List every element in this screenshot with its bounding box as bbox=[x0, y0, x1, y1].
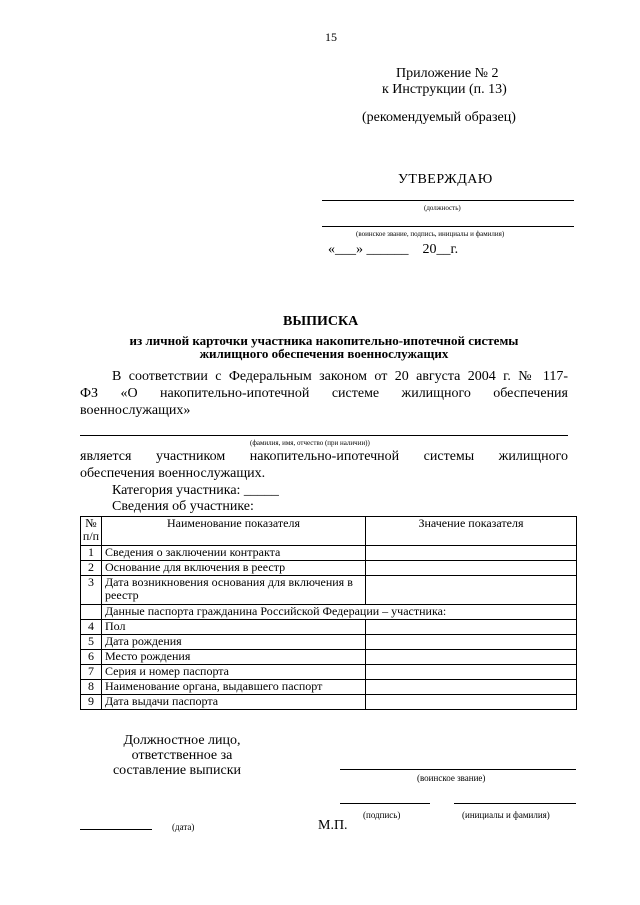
passport-section-header: Данные паспорта гражданина Российской Федерации – участника: bbox=[102, 605, 577, 620]
row-value bbox=[366, 546, 577, 561]
row-name: Дата выдачи паспорта bbox=[102, 695, 366, 710]
row-num: 4 bbox=[81, 620, 102, 635]
row-name: Основание для включения в реестр bbox=[102, 561, 366, 576]
rank-signature-line bbox=[322, 226, 574, 227]
participant-info-label: Сведения об участнике: bbox=[112, 499, 254, 514]
date-line bbox=[80, 829, 152, 830]
paragraph2-line2: обеспечения военнослужащих. bbox=[80, 466, 266, 481]
table-row bbox=[81, 665, 577, 680]
position-line bbox=[322, 200, 574, 201]
table-row bbox=[81, 635, 577, 650]
table-row bbox=[81, 561, 577, 576]
appendix-reference: к Инструкции (п. 13) bbox=[382, 82, 507, 97]
row-num: 5 bbox=[81, 635, 102, 650]
fullname-caption: (фамилия, имя, отчество (при наличии)) bbox=[250, 439, 370, 447]
paragraph1-line1: В соответствии с Федеральным законом от 20 августа 2004 г. № 117- bbox=[112, 369, 568, 384]
header-value: Значение показателя bbox=[366, 517, 577, 546]
approve-date: «___» ______ 20__г. bbox=[328, 242, 459, 257]
row-name: Пол bbox=[102, 620, 366, 635]
official-signature-line bbox=[340, 803, 430, 804]
paragraph1-line3: военнослужащих» bbox=[80, 403, 191, 418]
row-num: 6 bbox=[81, 650, 102, 665]
document-title: ВЫПИСКА bbox=[283, 314, 359, 329]
participant-category: Категория участника: _____ bbox=[112, 483, 279, 498]
paragraph1-line2: ФЗ «О накопительно-ипотечной системе жилищного обеспечения bbox=[80, 386, 568, 401]
row-value bbox=[366, 635, 577, 650]
row-value bbox=[366, 695, 577, 710]
table-row bbox=[81, 576, 577, 605]
page-number: 15 bbox=[325, 30, 337, 44]
header-name: Наименование показателя bbox=[102, 517, 366, 546]
table-row bbox=[81, 620, 577, 635]
participant-info-table bbox=[80, 516, 577, 710]
document-subtitle-line2: жилищного обеспечения военнослужащих bbox=[199, 346, 449, 361]
row-value bbox=[366, 680, 577, 695]
official-name-caption: (инициалы и фамилия) bbox=[462, 810, 550, 820]
row-value bbox=[366, 561, 577, 576]
official-line1: Должностное лицо, bbox=[123, 733, 241, 748]
row-num-empty bbox=[81, 605, 102, 620]
appendix-number: Приложение № 2 bbox=[396, 66, 499, 81]
official-line2: ответственное за bbox=[131, 748, 233, 763]
paragraph2-line1: является участником накопительно-ипотечной системы жилищного bbox=[80, 449, 568, 464]
row-value bbox=[366, 665, 577, 680]
official-rank-caption: (воинское звание) bbox=[417, 773, 486, 783]
row-num: 9 bbox=[81, 695, 102, 710]
header-num: № п/п bbox=[81, 517, 102, 546]
approve-title: УТВЕРЖДАЮ bbox=[398, 172, 493, 187]
row-value bbox=[366, 576, 577, 605]
passport-section-row bbox=[81, 605, 577, 620]
row-num: 2 bbox=[81, 561, 102, 576]
row-name: Место рождения bbox=[102, 650, 366, 665]
row-name: Сведения о заключении контракта bbox=[102, 546, 366, 561]
row-value bbox=[366, 620, 577, 635]
row-num: 7 bbox=[81, 665, 102, 680]
row-value bbox=[366, 650, 577, 665]
official-rank-line bbox=[340, 769, 576, 770]
table-row bbox=[81, 650, 577, 665]
row-name: Серия и номер паспорта bbox=[102, 665, 366, 680]
row-name: Дата возникновения основания для включения в реестр bbox=[102, 576, 366, 605]
table-row bbox=[81, 695, 577, 710]
row-num: 1 bbox=[81, 546, 102, 561]
stamp-place: М.П. bbox=[318, 818, 348, 833]
official-signature-caption: (подпись) bbox=[363, 810, 401, 820]
row-name: Дата рождения bbox=[102, 635, 366, 650]
table-row bbox=[81, 546, 577, 561]
rank-signature-caption: (воинское звание, подпись, инициалы и фамилия) bbox=[356, 230, 505, 238]
official-line3: составление выписки bbox=[112, 763, 242, 778]
row-name: Наименование органа, выдавшего паспорт bbox=[102, 680, 366, 695]
row-num: 3 bbox=[81, 576, 102, 605]
document-subtitle-line1: из личной карточки участника накопительно-ипотечной системы bbox=[129, 333, 519, 348]
official-name-line bbox=[454, 803, 576, 804]
table-header-row bbox=[81, 517, 577, 546]
appendix-sample-note: (рекомендуемый образец) bbox=[362, 110, 516, 125]
row-num: 8 bbox=[81, 680, 102, 695]
fullname-line bbox=[80, 435, 568, 436]
position-caption: (должность) bbox=[424, 204, 461, 212]
date-caption: (дата) bbox=[172, 822, 195, 832]
table-row bbox=[81, 680, 577, 695]
